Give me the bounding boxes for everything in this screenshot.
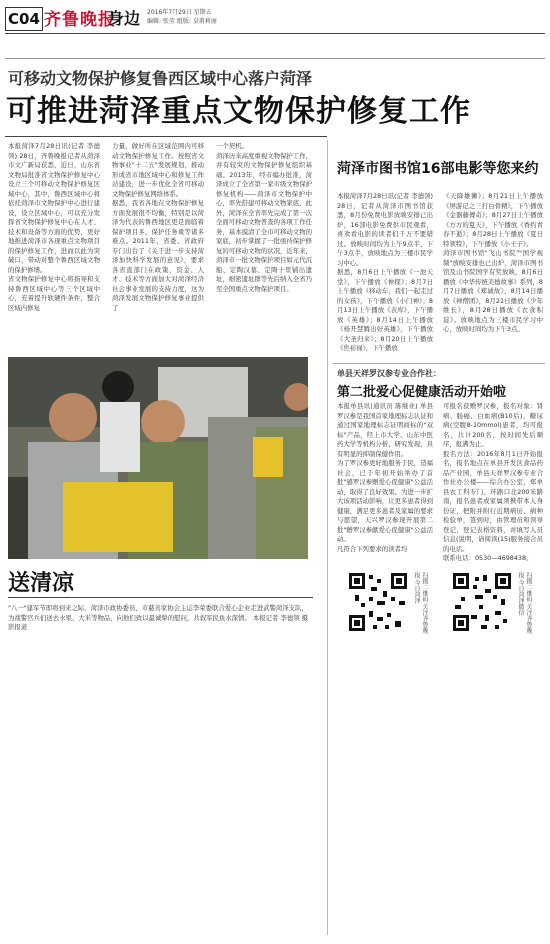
caption-rule xyxy=(8,597,313,598)
article3-col1: 本报单县讯(通讯员 陈继业) 单县罗汉参是我国首家地理标志认证和通过国家地理标志证明商标的"双标"产品，经上市大学、山东中医药大学等机构分析，研究发现，具有明显的抑制保健作用。 为了罗汉参更好地服务于民，造福社会，已于年初开始举办了首批"感罗汉参赠爱心促健康"公益活动，取得了良好效果。为进一步扩大该项活动影响，让更多患者得到健康，满足更多患者及家属的要求与愿望，天兴罗汉参现开展第二批"赠罗汉参献爱心促健康"公益活动。 凡符合下列要求的读者均 xyxy=(337,402,433,553)
date-line: 2016年7月29日 星期五 xyxy=(147,9,212,16)
issue-meta xyxy=(147,8,217,26)
photo-soldiers-image xyxy=(8,357,308,559)
article1-col2: 力量，做好所在区域范围内可移动文物保护修复工作。按照省文物事业"十二五"发展规划，推动形成省市地区域中心和修复工作站建设，进一步优化全省可移动文物保护修复网络体系。 据悉，我省各地在文物保护修复方面发展很不均衡，特别是以菏泽为代表的鲁西地区更是面临着保护项目多、保护任务重等诸多难点。2011年，省委、省政府专门出台了《关于进一步支持菏泽加快科学发展的意见》，要求各省直部门在政策、资金、人才、技术等方面加大对菏泽经济社会事业发展的支持力度，这为菏泽发展文物保护修复事业提供了 xyxy=(112,142,204,312)
qr-code-2[interactable] xyxy=(451,571,513,633)
article3-rule xyxy=(333,363,545,364)
page-code: C04 xyxy=(5,7,43,31)
article2-col2: 《天降雄狮》；8月21日上午播放《屏游记之三打白骨精》，下午播放《金器藤傳奇》；8月27日上午播放《方方的夏天》，下午播放《香约青春不逝》；8月28日上午播放《夏日特领特》，下午播放《小王子》。 菏泽市图书馆"飞山书院""国学视频"放映安排也已出炉，菏泽市图书馆及山书院国学有奖放映，8月6日播放《中华传统美德故事》系列，8月7日播放《郑诚故》，8月14日播放《禅僧团》，8月21日播放《少年维长》，8月28日播放《衣食积淀》。放映地点为三楼市民学习中心，放映时间均为下午3点。 xyxy=(443,192,543,333)
header-rule xyxy=(5,33,545,34)
article1-rule xyxy=(5,136,327,137)
article2-headline: 菏泽市图书馆16部电影等您来约 xyxy=(337,161,539,177)
qr-label-1: 扫描二维码 关注齐鲁晚报 今日菏泽 xyxy=(413,572,428,634)
qr-code-1[interactable] xyxy=(347,571,409,633)
qr-label-2: 扫描二维码 关注齐鲁晚报 今日菏泽微信 xyxy=(517,572,532,634)
photo-caption-text: "八一"建军节即将到来之际，菏泽市政协委员、市慈善家协会主运李荣委联合爱心企业走进武警菏泽支队，为战警官兵们送去水果、大米等物品，向他们致以最诚挚的慰问，共叙军民鱼水深情。 本报记者 李德领 摄影报道 xyxy=(8,604,309,631)
paper-logo: 齐鲁晚报 xyxy=(44,10,116,30)
article1-col1: 本报菏泽7月28日讯(记者 李德领) 28日，齐鲁晚报记者从菏泽市文广新局获悉，近日，山东省文物局批准省文物保护修复中心设立三个可移动文物保护修复区域中心，其中，鲁西区域中心将依托菏泽市文物保护中心进行建设，设立区域中心，可以充分发挥省文物保护修复中心在人才、技术和设备等方面的优势，更好地推进菏泽市各现重点文物项目的保护修复工作，进而以此为突破口，带动对整个鲁西区域文物的保护修缮。 省文物保护修复中心将指导和支持鲁西区域中心等三个区域中心，充着提升软硬件条件，整合区域内修复 xyxy=(8,142,100,312)
article1-headline: 可推进菏泽重点文物保护修复工作 xyxy=(6,94,471,129)
photo-caption-title: 送清凉 xyxy=(8,571,75,596)
column-divider xyxy=(327,140,328,935)
staff-line: 编辑: 张莹 组版: 皇甫莉丽 xyxy=(147,18,217,25)
section-title: 身边 xyxy=(108,9,141,28)
article1-col3: 一个契机。 菏泽历来高度重视文物保护工作，并有较突的文物保护修复组织基础。2013年，经市编办批准，菏泽成立了全省第一家市级文物保护修复机构——菏泽市文物保护中心，率先搭建可移动文物家底，此外，菏泽在全省率先完成了第一次全面可移动文物普查的各项工作任务，基本摸清了全市可移动文物的家底，初步掌握了一批亟待保护修复的可移动文物的状况，近年来，菏泽市一批文物保护项目如元代沉船、定陶汉墓、定陶十里铺出遗址，细密遗址群等先后纳入全省乃至全国重点文物保护项目。 xyxy=(216,142,312,293)
article3-headline: 第二批爱心促健康活动开始啦 xyxy=(337,385,507,400)
article3-kicker: 单县天祥罗汉参专业合作社： xyxy=(337,369,441,378)
header-rule-2 xyxy=(5,58,545,59)
article2-col1: 本报菏泽7月28日讯(记者 李德领) 28日，记者从菏泽市图书馆获悉，8月份免费电影放映安排已出炉，16部电影免费供市民观看，喜欢看电影的读者们千万不要错过。放映时间均为上午9点半、下午3点半，放映地点为三楼市民学习中心。 据悉，8月6日上午播放《一池天堂》，下午播放《神探》；8月7日上午播放《移动车，我们一起走过的女孩》，下午播放《小门神》；8月13日上午播放《表库》，下午播放《英雄》；8月14日上午播放《杨开慧腾出好英雄》，下午播放《大圣归来》；8月20日上午播放《焦裕禄》，下午播放 xyxy=(337,192,433,352)
article3-col2: 可报名获赠罗汉参，报名对象：肾病、肠癌、白血病(B10后)、糖尿病(空腹8-10mmol)患者，均可报名，共计200名，按时间先后顺序，报满为止。 报名方法：2016年8月1日开始报名，报名地点在单县开发区食品药品产业园，单县天祥罗汉参专业合作社办公楼——综合办公室，郑单县农工科专门、环路口北200米路南，报名患者或家属须携带本人身份证，把附并附行近期病历、病种检验单，签到时，由管理员和领导登记，登记表格资料，并填写人员信息(说明，请阅读(15)服务接合员的电话。 联系电话：0530—4698438。 xyxy=(443,402,543,562)
article1-kicker: 可移动文物保护修复鲁西区域中心落户菏泽 xyxy=(8,69,313,88)
news-photo xyxy=(8,357,308,559)
